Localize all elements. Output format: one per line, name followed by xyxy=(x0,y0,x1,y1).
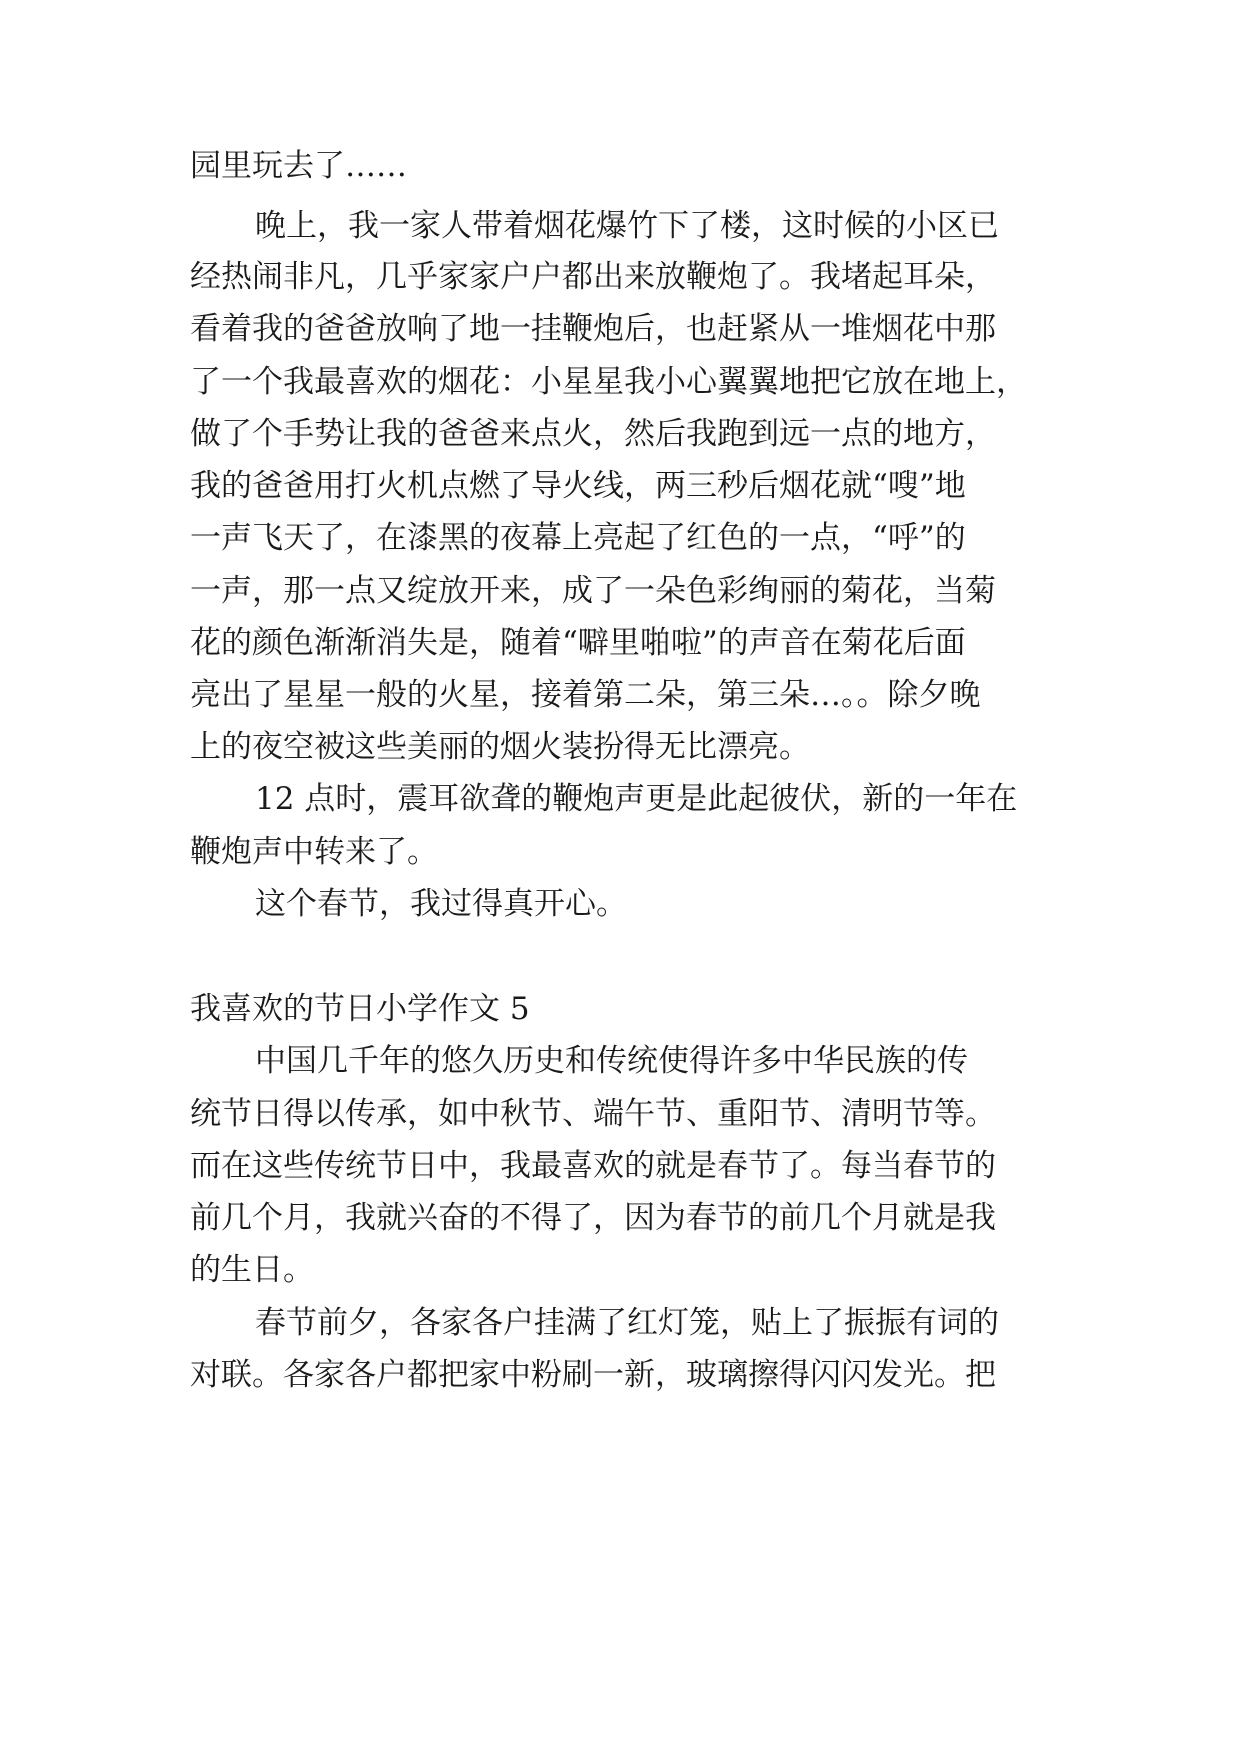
text-line: 上的夜空被这些美丽的烟火装扮得无比漂亮。 xyxy=(190,729,810,765)
text-line: 对联。各家各户都把家中粉刷一新，玻璃擦得闪闪发光。把 xyxy=(190,1357,996,1393)
text-line: 花的颜色渐渐消失是，随着“噼里啪啦”的声音在菊花后面 xyxy=(190,625,966,661)
text-line: 的生日。 xyxy=(190,1252,314,1288)
text-line: 鞭炮声中转来了。 xyxy=(190,834,438,870)
text-line: 我的爸爸用打火机点燃了导火线，两三秒后烟花就“嗖”地 xyxy=(190,468,966,504)
text-line: 经热闹非凡，几乎家家户户都出来放鞭炮了。我堵起耳朵， xyxy=(190,259,996,295)
text-line: 做了个手势让我的爸爸来点火，然后我跑到远一点的地方， xyxy=(190,416,996,452)
section-heading: 我喜欢的节日小学作文 5 xyxy=(190,991,530,1027)
text-line: 园里玩去了…… xyxy=(190,148,407,184)
paragraph-first-line: 中国几千年的悠久历史和传统使得许多中华民族的传 xyxy=(255,1043,968,1079)
text-line: 亮出了星星一般的火星，接着第二朵，第三朵…。。除夕晚 xyxy=(190,677,981,713)
paragraph-first-line: 12 点时，震耳欲聋的鞭炮声更是此起彼伏，新的一年在 xyxy=(255,781,1018,817)
paragraph-first-line: 这个春节，我过得真开心。 xyxy=(255,886,627,922)
text-line: 了一个我最喜欢的烟花：小星星我小心翼翼地把它放在地上， xyxy=(190,364,1027,400)
text-line: 一声飞天了，在漆黑的夜幕上亮起了红色的一点，“呼”的 xyxy=(190,520,966,556)
paragraph-first-line: 春节前夕，各家各户挂满了红灯笼，贴上了振振有词的 xyxy=(255,1305,999,1341)
text-line: 而在这些传统节日中，我最喜欢的就是春节了。每当春节的 xyxy=(190,1148,996,1184)
text-line: 看着我的爸爸放响了地一挂鞭炮后，也赶紧从一堆烟花中那 xyxy=(190,311,996,347)
text-line: 前几个月，我就兴奋的不得了，因为春节的前几个月就是我 xyxy=(190,1200,996,1236)
text-line: 统节日得以传承，如中秋节、端午节、重阳节、清明节等。 xyxy=(190,1096,996,1132)
paragraph-first-line: 晚上，我一家人带着烟花爆竹下了楼，这时候的小区已 xyxy=(255,208,999,244)
text-line: 一声，那一点又绽放开来，成了一朵色彩绚丽的菊花，当菊 xyxy=(190,573,996,609)
